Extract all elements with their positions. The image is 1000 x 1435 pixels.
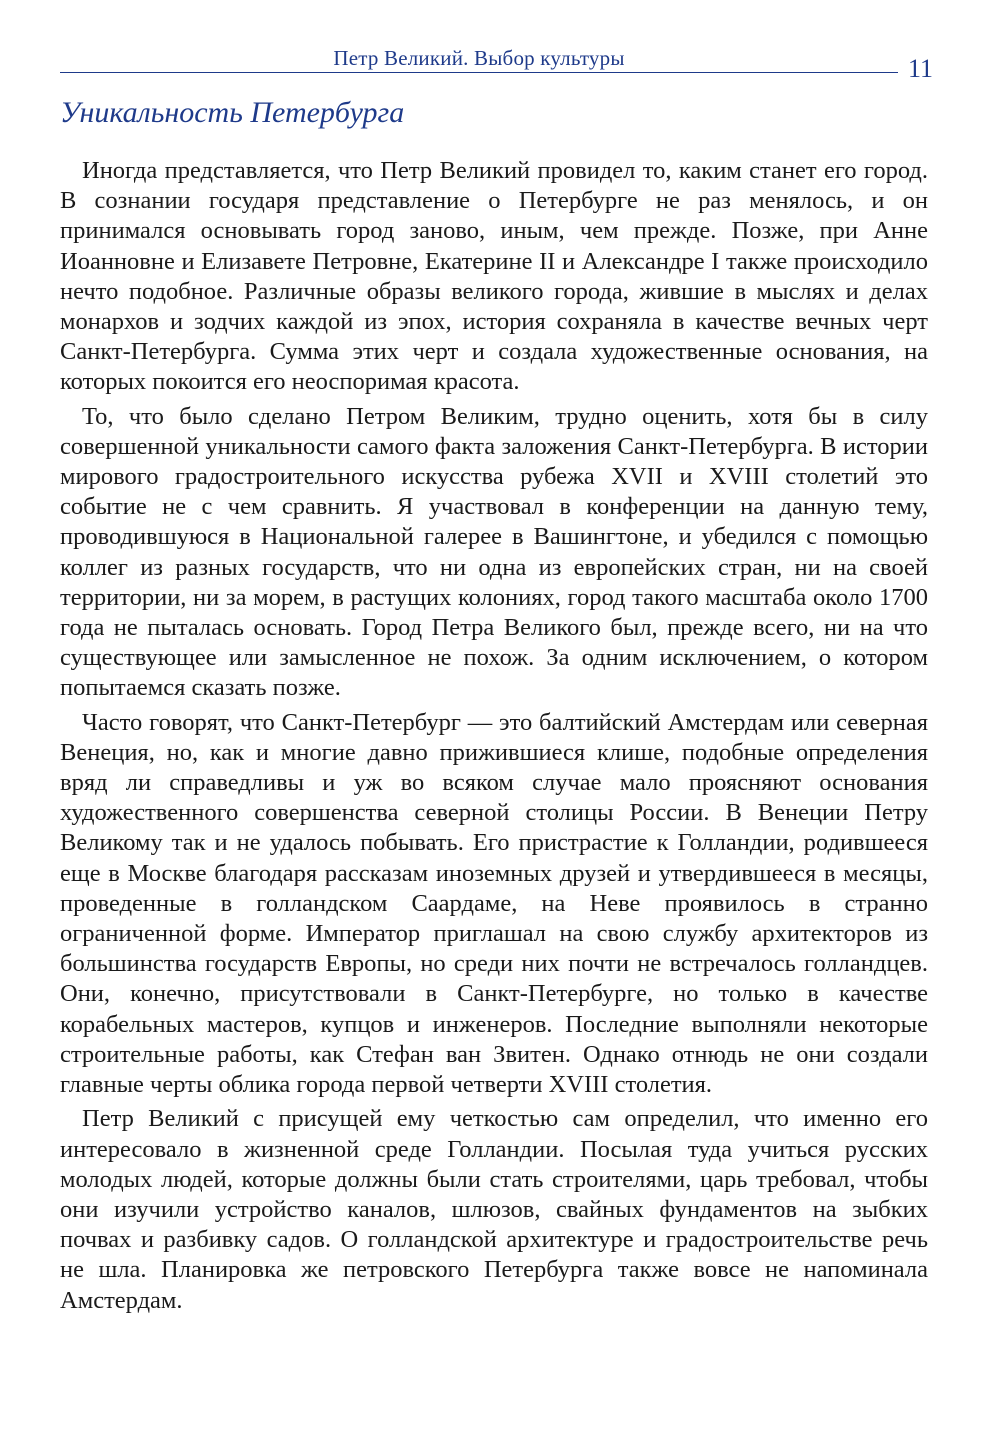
running-header (60, 44, 898, 73)
body-text (60, 156, 928, 1320)
page-number: 11 (908, 54, 934, 83)
section-heading: Уникальность Петербурга (60, 96, 405, 129)
paragraph-4: Петр Великий с присущей ему четкостью сам определил, что именно его интересовало в жизненной среде Голландии. Посылая туда учиться русских молодых людей, которые должны были стать строителями, царь требовал, чтобы они изучили устройство каналов, шлюзов, свайных фундаментов на зыбких почвах и разбивку садов. О голландской архитектуре и градостроительстве речь не шла. Планировка же петровского Петербурга также вовсе не напоминала Амстердам. (60, 1105, 928, 1314)
paragraph-3: Часто говорят, что Санкт-Петербург — это балтийский Амстердам или северная Венеция, но, как и многие давно прижившиеся клише, подобные определения вряд ли справедливы и уж во всяком случае мало проясняют основания художественного совершенства северной столицы России. В Венеции Петру Великому так и не удалось побывать. Его пристрастие к Голландии, родившееся еще в Москве благодаря рассказам иноземных друзей и утвердившееся в месяцы, проведенные в голландском Саардаме, на Неве проявилось в странно ограниченной форме. Император приглашал на свою службу архитекторов из большинства государств Европы, но среди них почти не встречалось голландцев. Они, конечно, присутствовали в Санкт-Петербурге, но только в качестве корабельных мастеров, купцов и инженеров. Последние выполняли некоторые строительные работы, как Стефан ван Звитен. Однако отнюдь не они создали главные черты облика города первой четверти XVIII столетия. (60, 708, 928, 1099)
paragraph-1: Иногда представляется, что Петр Великий провидел то, каким станет его город. В сознании государя представление о Петербурге не раз менялось, и он принимался основывать город заново, иным, чем прежде. Позже, при Анне Иоанновне и Елизавете Петровне, Екатерине II и Александре I также происходило нечто подобное. Различные образы великого города, жившие в мыслях и делах монархов и зодчих каждой из эпох, история сохраняла в качестве вечных черт Санкт-Петербурга. Сумма этих черт и создала художественные основания, на которых покоится его неоспоримая красота. (60, 157, 928, 396)
paragraph-2: То, что было сделано Петром Великим, трудно оценить, хотя бы в силу совершенной уникальности самого факта заложения Санкт-Петербурга. В истории мирового градостроительного искусства рубежа XVII и XVIII столетий это событие не с чем сравнить. Я участвовал в конференции на данную тему, проводившуюся в Национальной галерее в Вашингтоне, и убедился с помощью коллег из разных государств, что ни одна из европейских стран, ни на своей территории, ни за морем, в растущих колониях, город такого масштаба около 1700 года не пыталась основать. Город Петра Великого был, прежде всего, ни на что существующее или замысленное не похож. За одним исключением, о котором попытаемся сказать позже. (60, 402, 928, 702)
running-title: Петр Великий. Выбор культуры (333, 46, 625, 70)
